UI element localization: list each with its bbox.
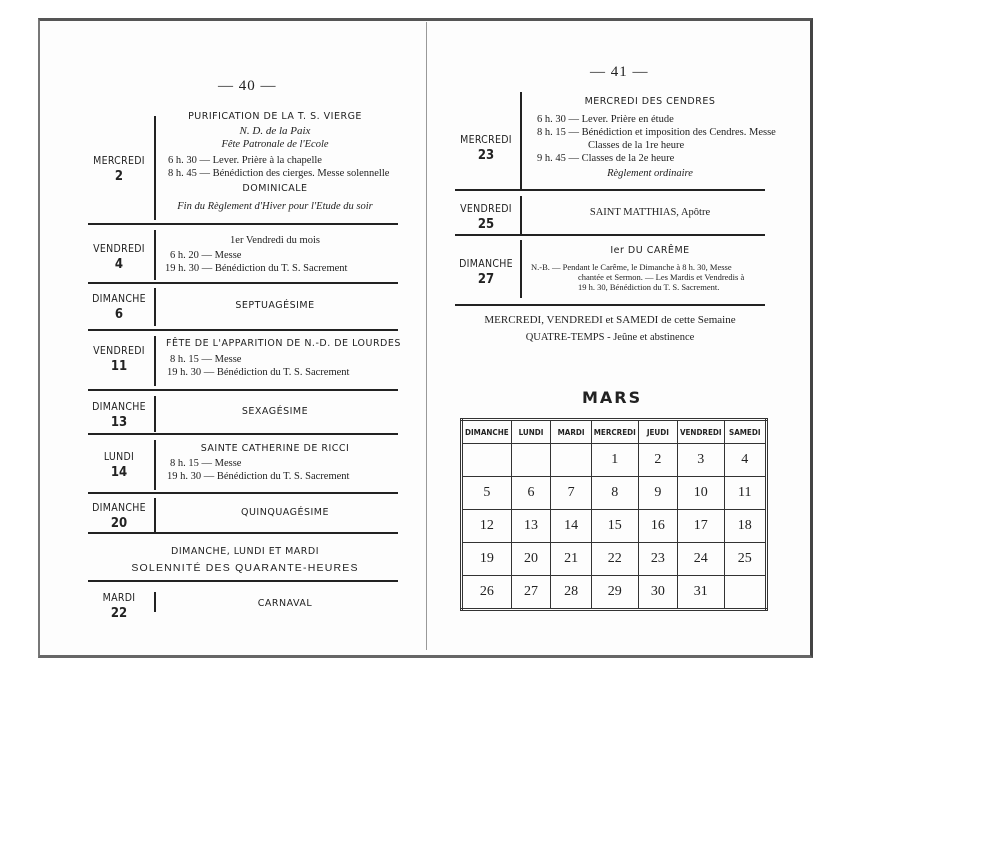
weekday-header: MARDI (551, 420, 591, 444)
weekday-header: SAMEDI (724, 420, 766, 444)
schedule-line: 8 h. 15 — Messe (170, 458, 242, 469)
day-date: 20 (110, 516, 128, 531)
vertical-rule (520, 196, 522, 234)
feast-title: 1er Vendredi du mois (230, 235, 320, 246)
calendar-day: 13 (511, 510, 551, 543)
schedule-note: Règlement ordinaire (607, 168, 693, 179)
day-name: DIMANCHE (92, 401, 146, 413)
weekday-header: DIMANCHE (462, 420, 512, 444)
calendar-day: 12 (462, 510, 512, 543)
day-label (455, 258, 517, 287)
calendar-day: 6 (511, 477, 551, 510)
day-date: 4 (114, 257, 124, 272)
day-date: 27 (477, 272, 495, 287)
calendar-day: 26 (462, 576, 512, 610)
feast-title: MERCREDI DES CENDRES (584, 96, 716, 107)
day-label (88, 451, 150, 480)
day-date: 11 (110, 359, 128, 374)
entry-divider (88, 223, 398, 225)
subtitle: Fête Patronale de l'Ecole (221, 139, 329, 150)
calendar-day: 5 (462, 477, 512, 510)
feast-title: CARNAVAL (257, 598, 313, 609)
day-label (88, 155, 150, 184)
calendar-day: 11 (724, 477, 766, 510)
schedule-line: 6 h. 20 — Messe (170, 250, 242, 261)
book-gutter (426, 22, 427, 650)
mars-calendar (460, 418, 768, 611)
calendar-day: 31 (677, 576, 724, 610)
day-label (88, 401, 150, 430)
schedule-line: 9 h. 45 — Classes de la 2e heure (537, 153, 675, 164)
day-name: DIMANCHE (92, 293, 146, 305)
calendar-header-row (462, 420, 767, 444)
day-date: 6 (114, 307, 124, 322)
day-name: VENDREDI (93, 345, 145, 357)
note-line: 19 h. 30, Bénédiction du T. S. Sacrement. (578, 282, 720, 292)
day-date: 14 (110, 465, 128, 480)
weekday-header: VENDREDI (677, 420, 724, 444)
feast-title: SEPTUAGÉSIME (235, 300, 315, 311)
entry-divider (88, 580, 398, 582)
day-label (88, 345, 150, 374)
calendar-week-row (462, 477, 767, 510)
calendar-day: 19 (462, 543, 512, 576)
vertical-rule (154, 288, 156, 326)
schedule-line: DOMINICALE (242, 183, 308, 194)
day-label (88, 502, 150, 531)
calendar-day: 17 (677, 510, 724, 543)
feast-title: FÊTE DE L'APPARITION DE N.-D. DE LOURDES (166, 338, 401, 349)
schedule-line: 8 h. 45 — Bénédiction des cierges. Messe solennelle (168, 168, 390, 179)
weekday-header: LUNDI (511, 420, 551, 444)
entry-divider (88, 532, 398, 534)
page-number: — 40 — (218, 78, 277, 94)
schedule-line: Classes de la 1re heure (588, 140, 685, 151)
calendar-day: 22 (591, 543, 638, 576)
calendar-day: 18 (724, 510, 766, 543)
schedule-line: 19 h. 30 — Bénédiction du T. S. Sacrement (167, 367, 350, 378)
calendar-week-row (462, 510, 767, 543)
entry-divider (88, 329, 398, 331)
calendar-day: 21 (551, 543, 591, 576)
calendar-day: 4 (724, 444, 766, 477)
day-date: 25 (477, 217, 495, 232)
schedule-line: 19 h. 30 — Bénédiction du T. S. Sacrement (165, 263, 348, 274)
vertical-rule (154, 498, 156, 532)
entry-divider (88, 433, 398, 435)
calendar-week-row (462, 444, 767, 477)
schedule-line: 19 h. 30 — Bénédiction du T. S. Sacrement (167, 471, 350, 482)
vertical-rule (154, 440, 156, 490)
day-name: VENDREDI (93, 243, 145, 255)
calendar-day: 30 (638, 576, 677, 610)
calendar-day: 27 (511, 576, 551, 610)
calendar-day: 3 (677, 444, 724, 477)
vertical-rule (154, 230, 156, 280)
feast-title: SAINTE CATHERINE DE RICCI (200, 443, 350, 454)
calendar-day: 16 (638, 510, 677, 543)
day-name: DIMANCHE (92, 502, 146, 514)
note-line: QUATRE-TEMPS - Jeûne et abstinence (525, 332, 695, 343)
day-date: 13 (110, 415, 128, 430)
calendar-week-row (462, 543, 767, 576)
calendar-day: 14 (551, 510, 591, 543)
entry-divider (88, 282, 398, 284)
calendar-day: 9 (638, 477, 677, 510)
schedule-line: 8 h. 15 — Messe (170, 354, 242, 365)
weekday-header: MERCREDI (591, 420, 638, 444)
weekday-header: JEUDI (638, 420, 677, 444)
note-line: MERCREDI, VENDREDI et SAMEDI de cette Semaine (484, 314, 736, 326)
day-label (88, 293, 150, 322)
note-line: chantée et Sermon. — Les Mardis et Vendredis à (578, 272, 745, 282)
calendar-day: 29 (591, 576, 638, 610)
feast-title: Ier DU CARÊME (610, 245, 690, 256)
calendar-day: 7 (551, 477, 591, 510)
day-name: DIMANCHE (459, 258, 513, 270)
entry-divider (455, 304, 765, 306)
day-label (88, 592, 150, 621)
schedule-line: 6 h. 30 — Lever. Prière à la chapelle (168, 155, 322, 166)
vertical-rule (154, 396, 156, 432)
vertical-rule (154, 336, 156, 386)
vertical-rule (154, 116, 156, 220)
calendar-day: 8 (591, 477, 638, 510)
schedule-line: 6 h. 30 — Lever. Prière en étude (537, 114, 674, 125)
calendar-day: 2 (638, 444, 677, 477)
calendar-day: 1 (591, 444, 638, 477)
day-name: LUNDI (103, 451, 135, 463)
day-name: MERCREDI (460, 134, 512, 146)
vertical-rule (520, 240, 522, 298)
feast-title: SAINT MATTHIAS, Apôtre (589, 207, 711, 218)
day-name: VENDREDI (460, 203, 512, 215)
subtitle: N. D. de la Paix (239, 125, 311, 137)
schedule-note: Fin du Règlement d'Hiver pour l'Etude du soir (177, 201, 373, 212)
entry-divider (455, 189, 765, 191)
day-label (455, 134, 517, 163)
calendar-day: 28 (551, 576, 591, 610)
calendar-day (462, 444, 512, 477)
feast-title: SEXAGÉSIME (241, 406, 309, 417)
schedule-line: 8 h. 15 — Bénédiction et imposition des Cendres. Messe (537, 127, 776, 138)
feast-title: PURIFICATION DE LA T. S. VIERGE (188, 111, 362, 122)
calendar-day (551, 444, 591, 477)
day-label (455, 203, 517, 232)
calendar-day: 15 (591, 510, 638, 543)
page-number: — 41 — (590, 64, 649, 80)
feast-title: QUINQUAGÉSIME (241, 507, 329, 518)
day-name: MARDI (102, 592, 136, 604)
day-date: 2 (114, 169, 124, 184)
note-line: N.-B. — Pendant le Carême, le Dimanche à 8 h. 30, Messe (531, 262, 732, 272)
calendar-week-row (462, 576, 767, 610)
calendar-day (724, 576, 766, 610)
calendar-day: 10 (677, 477, 724, 510)
calendar-day: 24 (677, 543, 724, 576)
day-name: MERCREDI (93, 155, 145, 167)
banner-line: SOLENNITÉ DES QUARANTE-HEURES (131, 562, 359, 574)
calendar-day: 20 (511, 543, 551, 576)
calendar-day: 25 (724, 543, 766, 576)
vertical-rule (154, 592, 156, 612)
banner-line: DIMANCHE, LUNDI ET MARDI (171, 546, 319, 557)
entry-divider (455, 234, 765, 236)
entry-divider (88, 492, 398, 494)
day-date: 23 (477, 148, 495, 163)
day-label (88, 243, 150, 272)
calendar-day: 23 (638, 543, 677, 576)
day-date: 22 (110, 606, 128, 621)
vertical-rule (520, 92, 522, 190)
calendar-title: MARS (582, 388, 643, 407)
calendar-day (511, 444, 551, 477)
entry-divider (88, 389, 398, 391)
